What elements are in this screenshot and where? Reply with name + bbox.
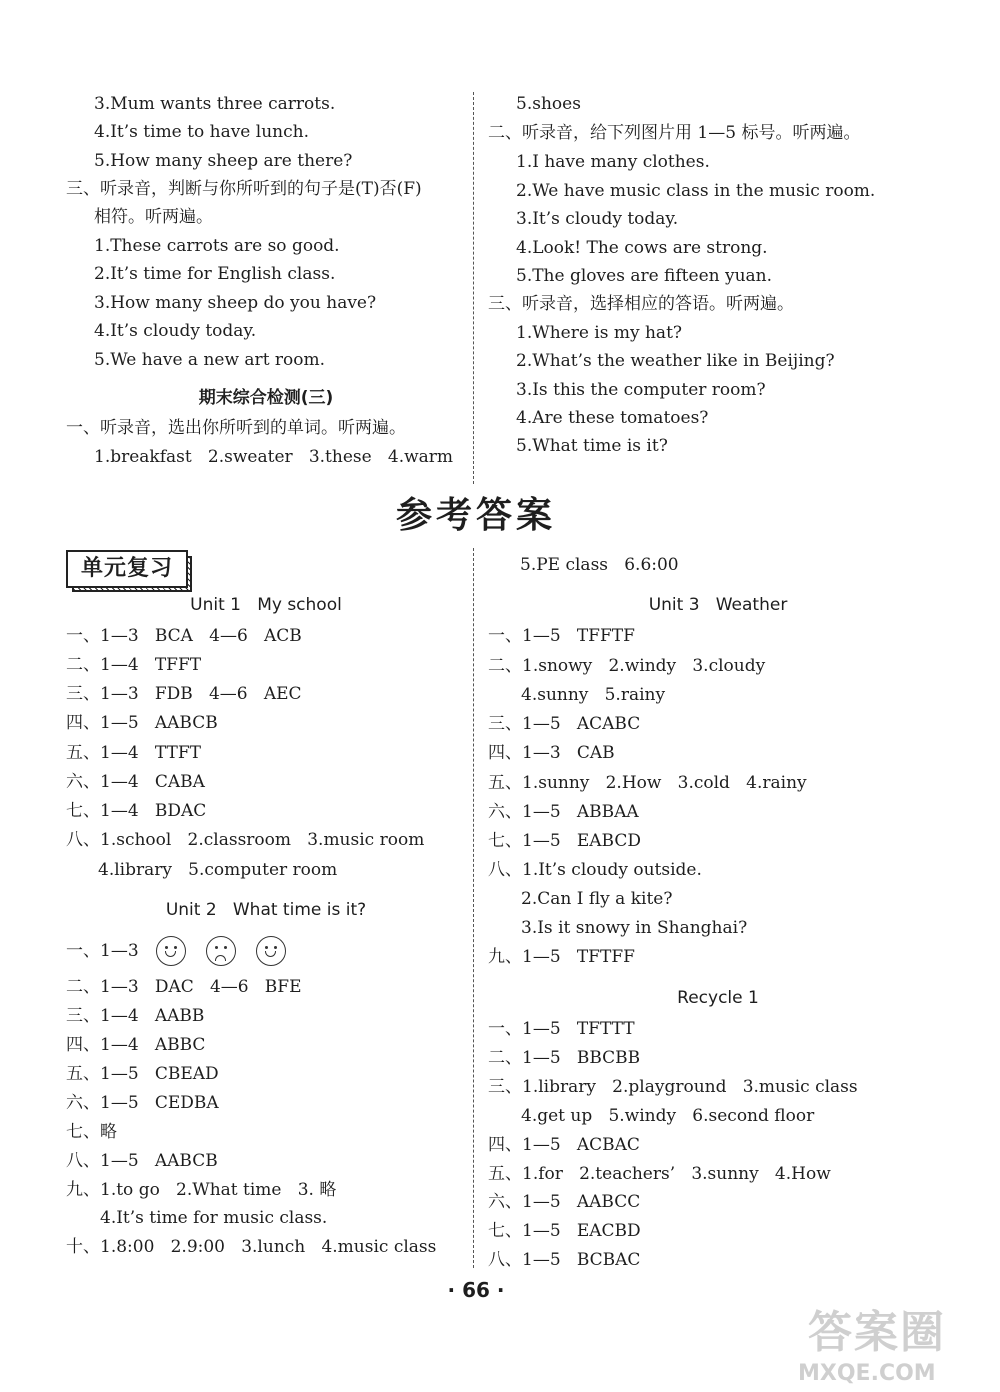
answer-line: 八、1—5 BCBAC <box>488 1250 641 1270</box>
text-line: 1.Where is my hat? <box>516 323 683 343</box>
answer-line: 二、1—4 TFFT <box>66 655 202 675</box>
answer-line: 二、1—5 BBCBB <box>488 1048 641 1068</box>
answer-line: 4.sunny 5.rainy <box>521 685 666 705</box>
answer-line: 三、1—4 AABB <box>66 1006 205 1026</box>
page-number: · 66 · <box>447 1278 505 1302</box>
text-line: 5.How many sheep are there? <box>94 151 353 171</box>
answer-line: 七、略 <box>66 1122 117 1142</box>
watermark-logo-text: 答案圈 <box>808 1307 946 1358</box>
text-line: 3.How many sheep do you have? <box>94 293 377 313</box>
answer-line: 六、1—5 ABBAA <box>488 802 639 822</box>
answer-line: 一、1—5 TFFTF <box>488 626 635 646</box>
bottom-column-divider <box>473 548 474 1268</box>
answer-line: 六、1—4 CABA <box>66 772 205 792</box>
text-line: 2.What’s the weather like in Beijing? <box>516 351 835 371</box>
unit-heading: Unit 3 Weather <box>648 595 788 615</box>
answer-line: 一、1—5 TFTTT <box>488 1019 635 1039</box>
smiley-face-icon <box>256 936 286 966</box>
answer-line: 一、1—3 BCA 4—6 ACB <box>66 626 302 646</box>
section-badge: 单元复习 <box>66 550 188 588</box>
section-heading: 三、听录音，判断与你所听到的句子是(T)否(F) <box>66 179 422 199</box>
section-heading: 三、听录音，选择相应的答语。听两遍。 <box>488 294 794 314</box>
answer-line: 五、1.for 2.teachers’ 3.sunny 4.How <box>488 1164 831 1184</box>
answer-line: 4.It’s time for music class. <box>100 1208 328 1228</box>
text-line: 2.It’s time for English class. <box>94 264 336 284</box>
answer-line: 五、1—5 CBEAD <box>66 1064 219 1084</box>
text-line: 4.Are these tomatoes? <box>516 408 709 428</box>
text-line: 1.These carrots are so good. <box>94 236 340 256</box>
section-heading: 一、听录音，选出你所听到的单词。听两遍。 <box>66 418 406 438</box>
section-heading: 二、听录音，给下列图片用 1—5 标号。听两遍。 <box>488 123 861 143</box>
watermark-logo <box>798 1296 988 1386</box>
answer-line: 二、1.snowy 2.windy 3.cloudy <box>488 656 766 676</box>
answer-line: 5.PE class 6.6:00 <box>520 555 679 575</box>
answer-line: 一、1—3 <box>66 941 139 961</box>
answer-line: 三、1.library 2.playground 3.music class <box>488 1077 858 1097</box>
answer-line: 4.get up 5.windy 6.second floor <box>521 1106 815 1126</box>
text-line: 4.It’s time to have lunch. <box>94 122 309 142</box>
unit-heading: Recycle 1 <box>677 988 759 1008</box>
page-title: 参考答案 <box>395 494 556 536</box>
text-line: 5.What time is it? <box>516 436 668 456</box>
text-line: 1.breakfast 2.sweater 3.these 4.warm <box>94 447 454 467</box>
text-line: 4.It’s cloudy today. <box>94 321 257 341</box>
answer-line: 四、1—4 ABBC <box>66 1035 206 1055</box>
answer-line: 三、1—3 FDB 4—6 AEC <box>66 684 302 704</box>
answer-line: 七、1—5 EABCD <box>488 831 641 851</box>
text-line: 3.It’s cloudy today. <box>516 209 679 229</box>
text-line: 5.The gloves are fifteen yuan. <box>516 266 773 286</box>
answer-line: 四、1—5 ACBAC <box>488 1135 640 1155</box>
answer-line: 七、1—4 BDAC <box>66 801 207 821</box>
smiley-face-icon <box>156 936 186 966</box>
text-line: 1.I have many clothes. <box>516 152 710 172</box>
answer-line: 十、1.8:00 2.9:00 3.lunch 4.music class <box>66 1237 437 1257</box>
text-line: 4.Look! The cows are strong. <box>516 238 768 258</box>
answer-line: 四、1—3 CAB <box>488 743 615 763</box>
watermark-url: MXQE.COM <box>798 1361 936 1386</box>
answer-line: 2.Can I fly a kite? <box>521 889 673 909</box>
section-heading-cont: 相符。听两遍。 <box>94 207 213 227</box>
text-line: 5.shoes <box>516 94 581 114</box>
answer-line: 八、1.school 2.classroom 3.music room <box>66 830 425 850</box>
answer-line: 二、1—3 DAC 4—6 BFE <box>66 977 302 997</box>
text-line: 2.We have music class in the music room. <box>516 181 876 201</box>
answer-line: 四、1—5 AABCB <box>66 713 218 733</box>
answer-line: 三、1—5 ACABC <box>488 714 641 734</box>
top-column-divider <box>473 92 474 484</box>
answer-line: 八、1—5 AABCB <box>66 1151 218 1171</box>
unit-heading: Unit 2 What time is it? <box>165 900 367 920</box>
answer-line: 九、1—5 TFTFF <box>488 947 635 967</box>
answer-line: 4.library 5.computer room <box>98 860 338 880</box>
answer-line: 3.Is it snowy in Shanghai? <box>521 918 748 938</box>
sad-face-icon <box>206 936 236 966</box>
text-line: 3.Is this the computer room? <box>516 380 766 400</box>
text-line: 5.We have a new art room. <box>94 350 326 370</box>
answer-line: 六、1—5 AABCC <box>488 1192 641 1212</box>
answer-line: 五、1.sunny 2.How 3.cold 4.rainy <box>488 773 807 793</box>
answer-line: 九、1.to go 2.What time 3. 略 <box>66 1180 337 1200</box>
unit-heading: Unit 1 My school <box>190 595 342 615</box>
text-line: 3.Mum wants three carrots. <box>94 94 336 114</box>
exam-title: 期末综合检测(三) <box>198 388 334 408</box>
answer-line: 六、1—5 CEDBA <box>66 1093 219 1113</box>
answer-line: 五、1—4 TTFT <box>66 743 201 763</box>
answer-line: 八、1.It’s cloudy outside. <box>488 860 702 880</box>
answer-line: 七、1—5 EACBD <box>488 1221 641 1241</box>
